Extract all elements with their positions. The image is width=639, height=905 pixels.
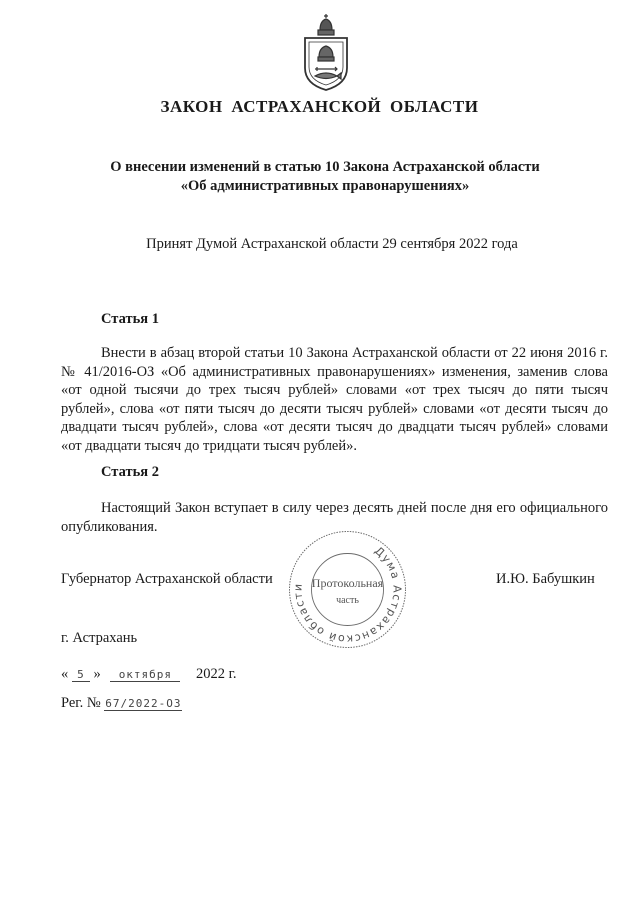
date-open-quote: « — [61, 666, 69, 682]
seal-ring-text: Дума Астраханской области — [291, 544, 404, 646]
law-subject — [60, 158, 590, 196]
city: г. Астрахань — [61, 630, 138, 646]
signatory-position: Губернатор Астраханской области — [61, 571, 273, 587]
article-2-heading: Статья 2 — [101, 464, 159, 480]
seal-center-line1: Протокольная — [311, 576, 384, 590]
coat-of-arms-icon — [301, 12, 351, 92]
date-close-quote: » — [93, 666, 101, 682]
seal-center-line2: часть — [336, 595, 359, 606]
article-2-text: Настоящий Закон вступает в силу через десять дней после дня его официального опубликования. — [61, 500, 608, 535]
article-1-text: Внести в абзац второй статьи 10 Закона Астраханской области от 22 июня 2016 г. № 41/2016-ОЗ «Об административных правонарушениях» изменения, заменив слова «от одной тысячи до трех тысяч рублей» словами «от трех тысяч до пяти тысяч рублей», слова «от пяти тысяч до десяти тысяч рублей» словами «от десяти тысяч до двадцати тысяч рублей», слова «от десяти тысяч до двадцати тысяч рублей» словами «от двадцати тысяч до тридцати тысяч рублей». — [61, 345, 608, 454]
law-subject-line1: О внесении изменений в статью 10 Закона Астраханской области — [110, 159, 540, 175]
signing-date — [61, 666, 237, 683]
registration-label: Рег. № — [61, 695, 101, 711]
date-day: 5 — [72, 668, 90, 682]
stamp-seal — [285, 527, 410, 652]
law-title: ЗАКОН АСТРАХАНСКОЙ ОБЛАСТИ — [160, 97, 479, 116]
law-subject-line2: «Об административных правонарушениях» — [180, 178, 470, 194]
registration-number: 67/2022-ОЗ — [105, 697, 182, 710]
article-1-heading: Статья 1 — [101, 311, 159, 327]
signatory-name: И.Ю. Бабушкин — [496, 571, 595, 587]
adoption-note: Принят Думой Астраханской области 29 сентября 2022 года — [146, 236, 518, 252]
date-year: 2022 г. — [196, 666, 237, 682]
registration — [61, 695, 182, 712]
date-month: октября — [110, 668, 180, 682]
